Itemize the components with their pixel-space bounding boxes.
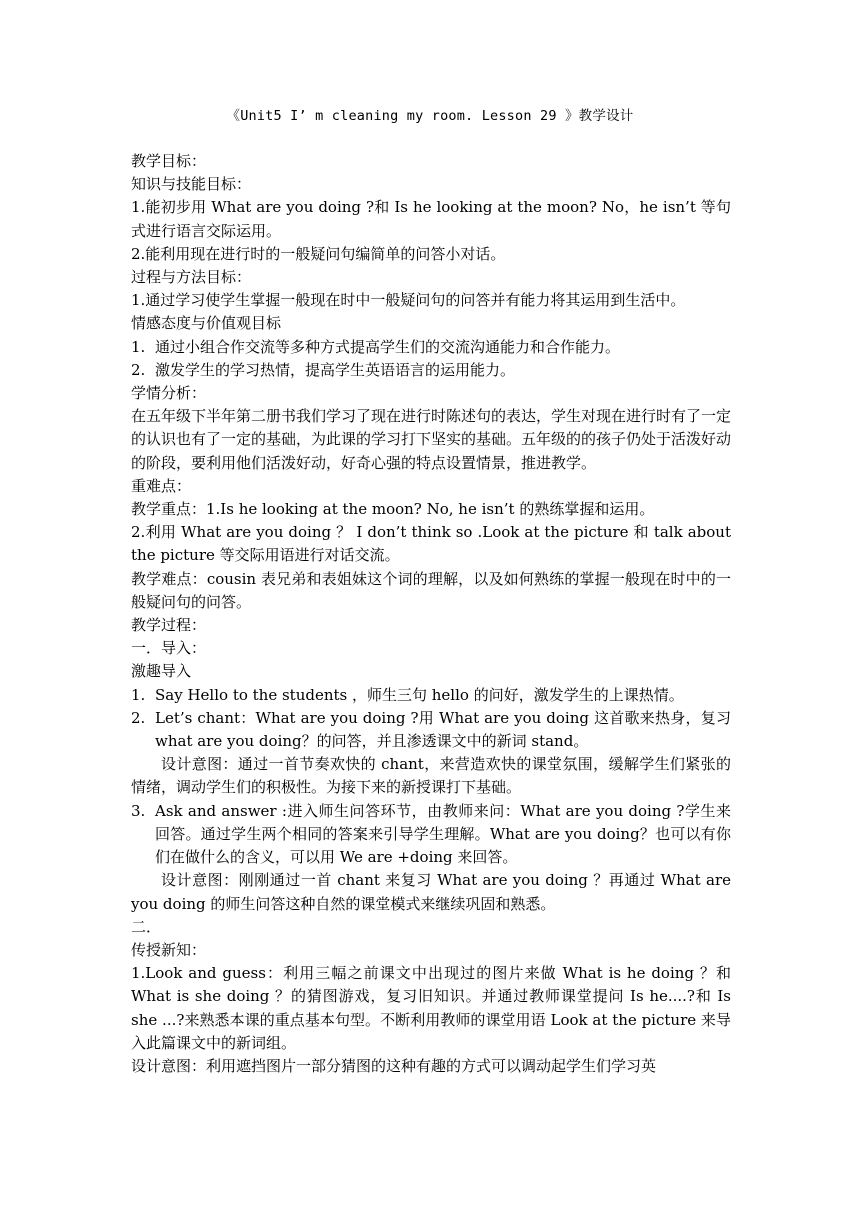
intro-item-number: 1. (131, 685, 146, 704)
process-heading: 过程与方法目标： (131, 268, 252, 287)
analysis-heading: 学情分析： (131, 384, 207, 403)
objectives-heading: 教学目标： (131, 152, 207, 170)
process-item-1: 1.通过学习使学生掌握一般现在时中一般疑问句的问答并有能力将其运用到生活中。 (131, 291, 686, 310)
intro-item (131, 707, 731, 753)
difficulty-text: 教学难点：cousin 表兄弟和表姐妹这个词的理解，以及如何熟练的掌握一般现在时中的一般疑问句的问答。 (131, 569, 731, 611)
document-title: 《Unit5 I’ m cleaning my room. Lesson 29 》教学设计 (226, 108, 634, 124)
emotion-item-text: 激发学生的学习热情，提高学生英语语言的运用能力。 (155, 360, 516, 379)
design-intent-1: 设计意图：通过一首节奏欢快的 chant，来营造欢快的课堂氛围，缓解学生们紧张的情绪，调动学生们的积极性。为接下来的新授课打下基础。 (131, 755, 731, 797)
intro-item-text: Say Hello to the students ，师生三句 hello 的问好，激发学生的上课热情。 (155, 685, 684, 704)
emotion-item-number: 1. (131, 337, 146, 356)
new-knowledge-item-1: 1.Look and guess：利用三幅之前课文中出现过的图片来做 What is he doing ？和 What is she doing ？的猜图游戏，复习旧知识。并通过教师课堂提问 Is he....?和 Is she ...?来熟悉本课的重点基本句型。不断利用教师的课堂用语 Look at the picture 来导入此篇课文中的新词组。 (131, 964, 731, 1052)
knowledge-heading: 知识与技能目标： (131, 175, 252, 194)
knowledge-item-1: 1.能初步用 What are you doing ?和 Is he looking at the moon? No，he isn’t 等句式进行语言交际运用。 (131, 198, 731, 240)
analysis-text: 在五年级下半年第二册书我们学习了现在进行时陈述句的表达，学生对现在进行时有了一定的认识也有了一定的基础，为此课的学习打下坚实的基础。五年级的的孩子仍处于活泼好动的阶段，要利用他们活泼好动，好奇心强的特点设置情景，推进教学。 (131, 407, 732, 472)
intro-item-number: 3. (131, 801, 146, 820)
emotion-item-number: 2. (131, 360, 146, 379)
design-intent-3: 设计意图：利用遮挡图片一部分猜图的这种有趣的方式可以调动起学生们学习英 (131, 1056, 657, 1075)
keypoint-2: 2.利用 What are you doing ？ I don’t think so .Look at the picture 和 talk about the picture 等交际用语进行对话交流。 (131, 523, 731, 565)
document-body (131, 150, 731, 1078)
keypoint-1: 教学重点：1.Is he looking at the moon? No, he isn’t 的熟练掌握和运用。 (131, 500, 655, 519)
section-2-heading: 二． (131, 917, 162, 936)
intro-item-number: 2. (131, 708, 146, 727)
section-1-heading: 一．导入： (131, 639, 207, 658)
emotion-item-text: 通过小组合作交流等多种方式提高学生们的交流沟通能力和合作能力。 (155, 337, 621, 356)
emotion-item (131, 359, 731, 382)
emotion-item (131, 336, 731, 359)
new-knowledge-heading: 传授新知： (131, 940, 207, 959)
intro-item (131, 684, 731, 707)
intro-item-text: Ask and answer :进入师生问答环节，由教师来问：What are you doing ?学生来回答。通过学生两个相同的答案来引导学生理解。What are you doing？也可以有你们在做什么的含义，可以用 We are +doing 来回答。 (155, 801, 731, 867)
intro-item (131, 800, 731, 870)
emotion-heading: 情感态度与价值观目标 (131, 314, 282, 333)
process-steps-heading: 教学过程： (131, 616, 207, 635)
design-intent-2: 设计意图：刚刚通过一首 chant 来复习 What are you doing ？再通过 What are you doing 的师生问答这种自然的课堂模式来继续巩固和熟悉。 (131, 871, 731, 913)
intro-item-text: Let’s chant：What are you doing ?用 What are you doing 这首歌来热身，复习 what are you doing？的问答，并且渗透课文中的新词 stand。 (155, 708, 731, 751)
intro-heading: 激趣导入 (131, 662, 192, 681)
knowledge-item-2: 2.能利用现在进行时的一般疑问句编简单的问答小对话。 (131, 244, 506, 263)
keypoints-heading: 重难点： (131, 476, 192, 495)
